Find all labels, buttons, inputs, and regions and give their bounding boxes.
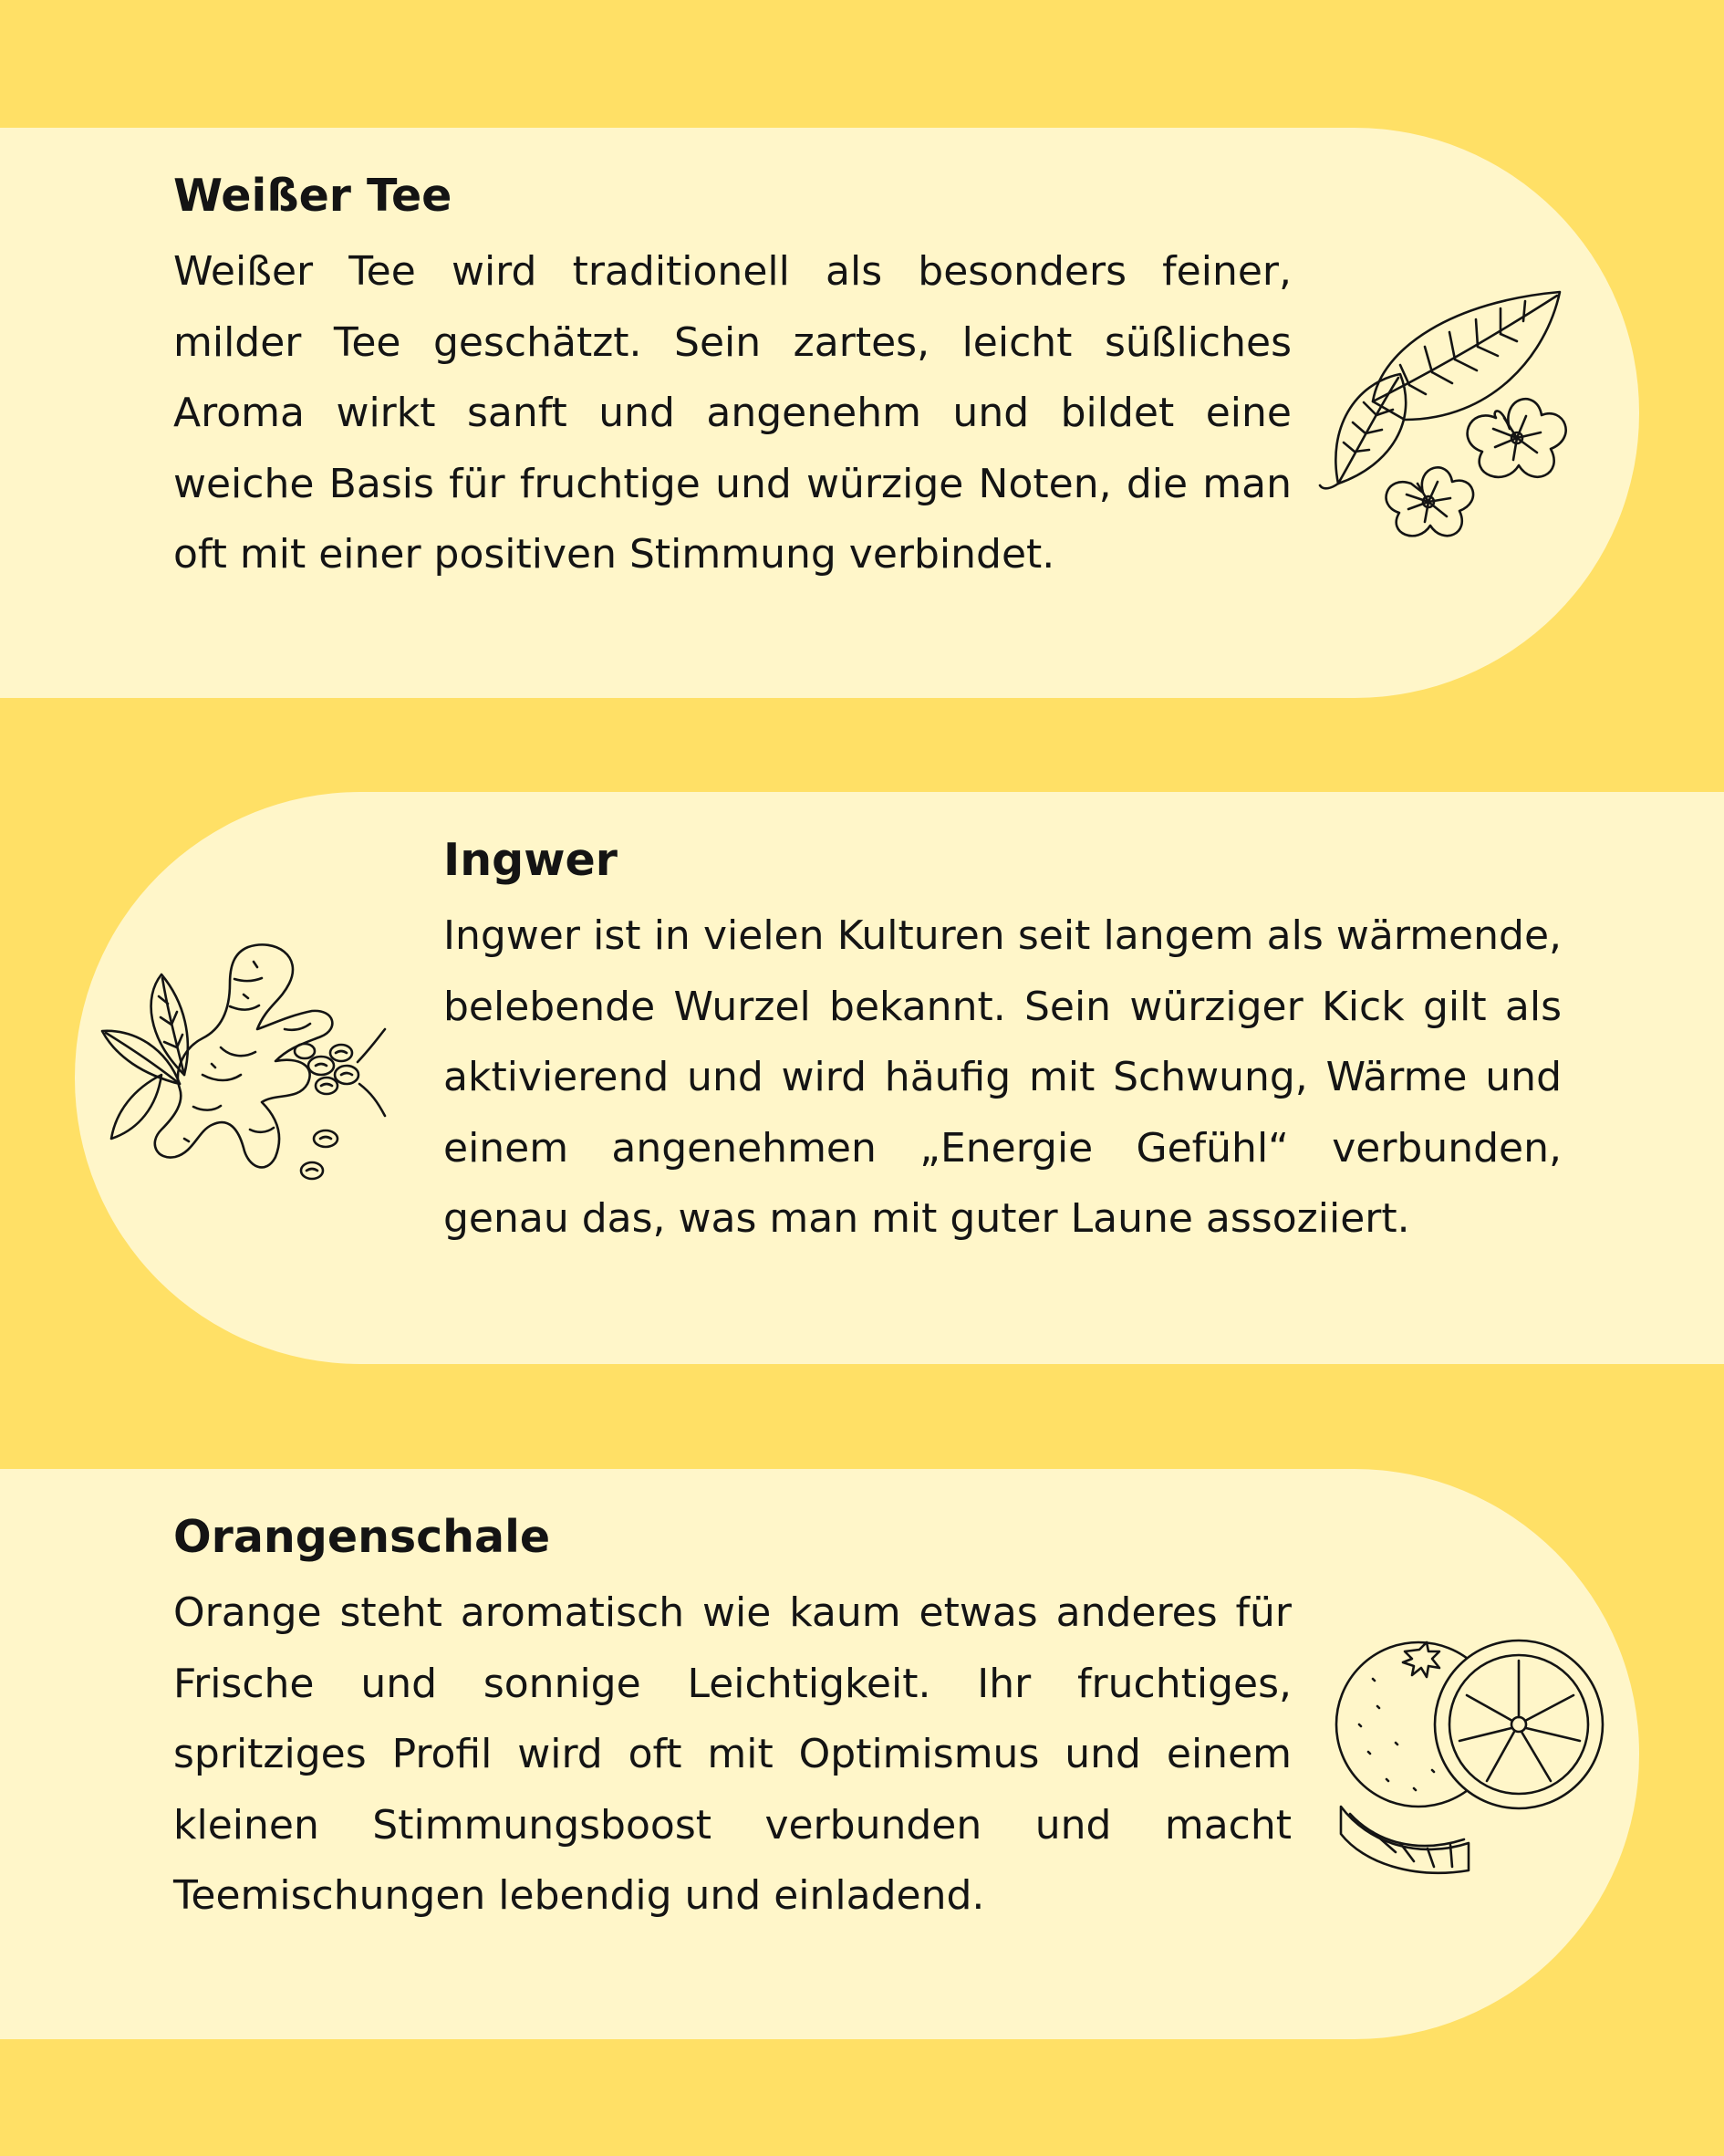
section-title: Orangenschale bbox=[173, 1511, 551, 1563]
orange-slices-icon bbox=[1332, 1624, 1605, 1880]
section-title: Weißer Tee bbox=[173, 170, 452, 222]
card-text bbox=[173, 1508, 1292, 1932]
section-body: Orange steht aromatisch wie kaum etwas anderes für Frische und sonnige Leichtigkeit. Ihr fruchtiges, spritziges Profil wird oft mit Optimismus und einem kleinen Stimmungsboost verbunden und macht Teemischungen lebendig und einladend. bbox=[173, 1589, 1292, 1919]
card-text bbox=[173, 167, 1292, 590]
card-weisser-tee bbox=[0, 128, 1639, 698]
card-orangenschale bbox=[0, 1469, 1639, 2039]
section-body: Weißer Tee wird traditionell als besonders feiner, milder Tee geschätzt. Sein zartes, leicht süßliches Aroma wirkt sanft und angenehm und bildet eine weiche Basis für fruchtige und würzige Noten, die man oft mit einer positiven Stimmung verbindet. bbox=[173, 248, 1292, 578]
card-ingwer bbox=[75, 792, 1724, 1364]
ginger-root-icon bbox=[93, 929, 394, 1221]
section-title: Ingwer bbox=[443, 834, 618, 886]
section-body: Ingwer ist in vielen Kulturen seit langem als wärmende, belebende Wurzel bekannt. Sein würziger Kick gilt als aktivierend und wird häufig mit Schwung, Wärme und einem angenehmen „Energie Gefühl“ verbunden, genau das, was man mit guter Laune assoziiert. bbox=[443, 912, 1562, 1242]
tea-leaves-and-blossoms-icon bbox=[1318, 283, 1592, 557]
card-text bbox=[443, 831, 1562, 1255]
